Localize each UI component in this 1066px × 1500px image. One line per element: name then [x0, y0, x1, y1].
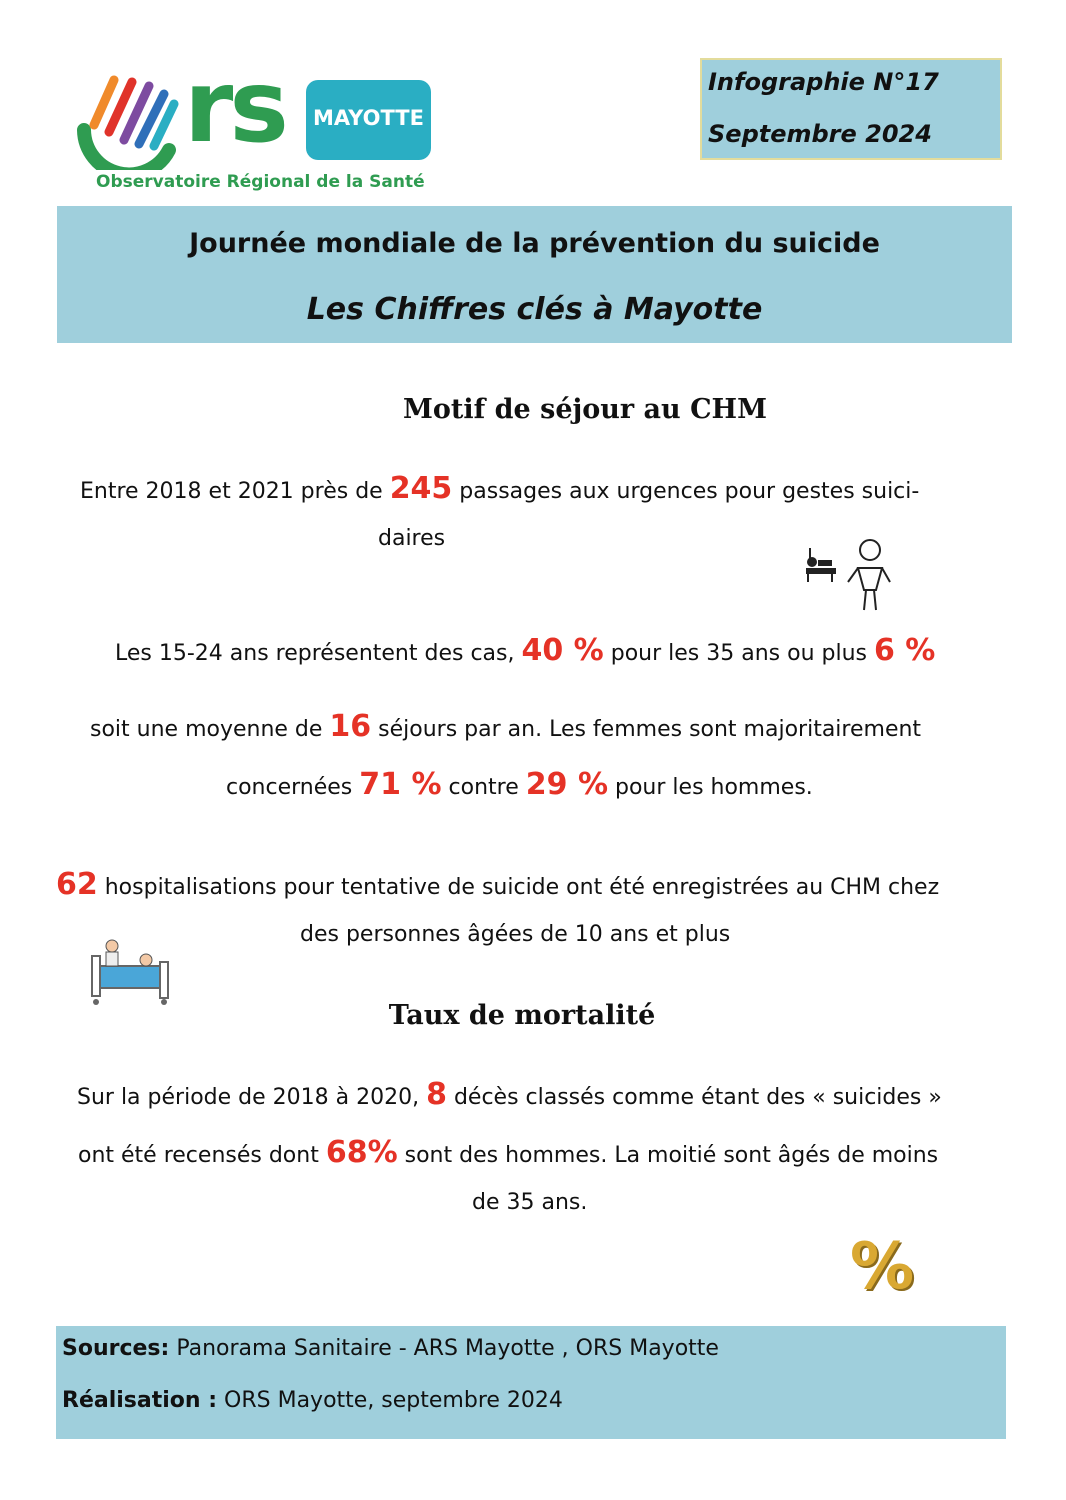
infographic-date: Septembre 2024 [708, 120, 932, 148]
text-fragment: décès classés comme étant des « suicides » [446, 1085, 942, 1110]
paragraph-ages [115, 633, 936, 669]
stat-29: 29 % [525, 767, 609, 802]
paragraph-hospitalisations-cont: des personnes âgées de 10 ans et plus [300, 922, 731, 947]
infographic-tag [700, 58, 1002, 160]
logo-badge [306, 80, 431, 160]
realisation-value: ORS Mayotte, septembre 2024 [217, 1388, 563, 1413]
paragraph-age-35: de 35 ans. [472, 1190, 588, 1215]
text-fragment: contre [441, 775, 526, 800]
page-subtitle: Les Chiffres clés à Mayotte [306, 292, 763, 327]
text-fragment: pour les 35 ans ou plus [603, 641, 874, 666]
stat-68: 68% [325, 1135, 398, 1170]
paragraph-urgences-cont: daires [378, 526, 446, 551]
text-fragment: séjours par an. Les femmes sont majoritairement [371, 717, 922, 742]
ors-logo [74, 48, 434, 196]
paragraph-deces [77, 1077, 942, 1113]
section-heading-sejour: Motif de séjour au CHM [403, 394, 767, 425]
text-fragment: ont été recensés dont [78, 1143, 326, 1168]
sources-box [56, 1326, 1006, 1439]
title-banner [57, 206, 1012, 343]
infographic-number: Infographie N°17 [708, 68, 939, 96]
sources-value: Panorama Sanitaire - ARS Mayotte , ORS Mayotte [169, 1336, 719, 1361]
stat-245: 245 [389, 471, 453, 506]
stat-40: 40 % [521, 633, 604, 668]
ors-logo-mark-icon [74, 70, 194, 170]
text-fragment: Entre 2018 et 2021 près de [80, 479, 390, 504]
page-title: Journée mondiale de la prévention du suicide [189, 228, 880, 259]
stat-6: 6 % [873, 633, 936, 668]
doctor-patient-icon [800, 538, 895, 614]
text-fragment: passages aux urgences pour gestes suici- [452, 479, 920, 504]
percent-icon: % [850, 1230, 915, 1304]
stat-8: 8 [426, 1077, 447, 1112]
paragraph-femmes [226, 767, 813, 803]
realisation-line [62, 1388, 563, 1413]
text-fragment: sont des hommes. La moitié sont âgés de moins [397, 1143, 939, 1168]
paragraph-urgences [80, 471, 920, 507]
realisation-label: Réalisation : [62, 1388, 218, 1413]
stat-71: 71 % [359, 767, 442, 802]
stat-62: 62 [56, 867, 98, 902]
stat-16: 16 [329, 709, 372, 744]
text-fragment: Sur la période de 2018 à 2020, [77, 1085, 427, 1110]
paragraph-hommes [78, 1135, 939, 1171]
sources-label: Sources: [62, 1336, 170, 1361]
text-fragment: hospitalisations pour tentative de suicide ont été enregistrées au CHM chez [97, 875, 940, 900]
text-fragment: soit une moyenne de [90, 717, 330, 742]
sources-line [62, 1336, 719, 1361]
text-fragment: pour les hommes. [608, 775, 813, 800]
text-fragment: concernées [226, 775, 360, 800]
paragraph-moyenne [90, 709, 922, 745]
logo-badge-label: MAYOTTE [313, 106, 424, 130]
section-heading-mortalite: Taux de mortalité [388, 1000, 656, 1031]
logo-subtitle: Observatoire Régional de la Santé [96, 172, 425, 192]
text-fragment: Les 15-24 ans représentent des cas, [115, 641, 522, 666]
logo-letters: rs [184, 48, 285, 165]
paragraph-hospitalisations [56, 867, 940, 903]
